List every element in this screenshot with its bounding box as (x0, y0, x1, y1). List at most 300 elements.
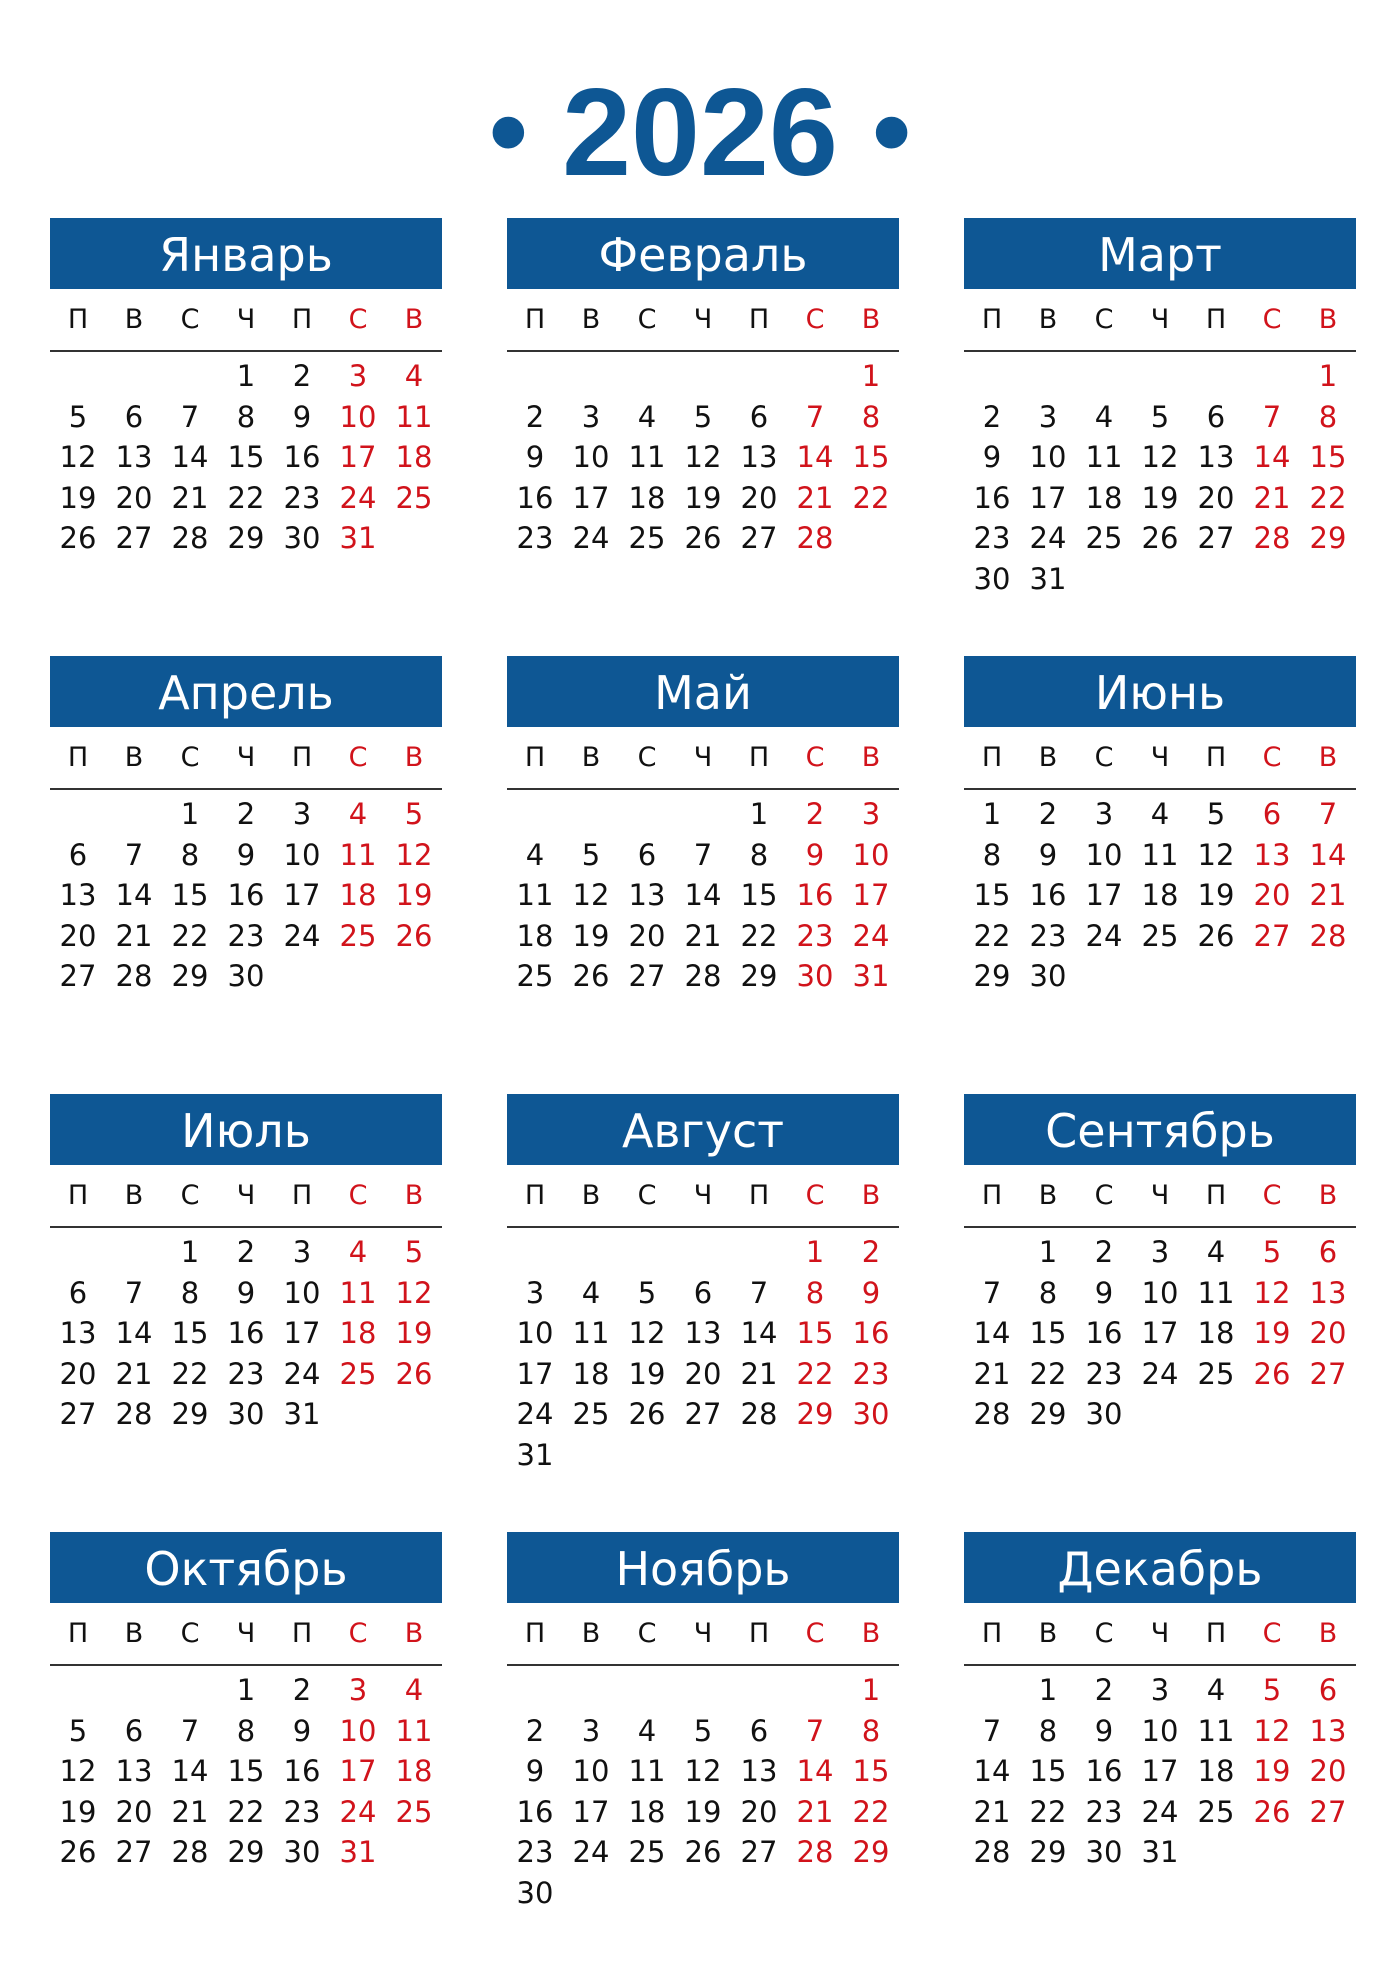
day-cell: 20 (1197, 480, 1235, 515)
day-cell: 25 (628, 521, 666, 555)
weekday-label: С (180, 1618, 200, 1649)
weekday-label: П (748, 304, 770, 335)
weekday-row (507, 1165, 899, 1228)
day-cell: 6 (124, 1713, 144, 1748)
day-cell: 15 (227, 1754, 265, 1788)
weekday-label: С (1262, 1618, 1282, 1649)
day-cell: 18 (339, 878, 377, 912)
day-cell: 26 (395, 918, 433, 953)
day-cell: 15 (171, 878, 209, 912)
day-cell: 17 (1029, 480, 1067, 515)
day-cell: 19 (628, 1356, 666, 1391)
day-cell: 10 (1141, 1275, 1179, 1310)
day-cell: 10 (852, 837, 890, 872)
weekday-label: П (981, 742, 1003, 773)
day-cell: 25 (395, 480, 433, 515)
day-cell: 13 (740, 440, 778, 474)
day-cell: 3 (292, 797, 312, 831)
weekday-label: Ч (693, 304, 713, 335)
day-cell: 22 (852, 480, 890, 515)
month-block (507, 218, 899, 559)
weekday-row (507, 1603, 899, 1666)
empty-cell (507, 356, 563, 397)
day-cell: 8 (982, 837, 1002, 872)
day-cell: 7 (982, 1713, 1002, 1748)
day-cell: 22 (1029, 1794, 1067, 1829)
day-cell: 25 (1141, 918, 1179, 953)
empty-cell (1132, 356, 1188, 397)
day-cell: 30 (227, 959, 265, 993)
day-cell: 21 (740, 1356, 778, 1391)
empty-cell (563, 1670, 619, 1711)
day-cell: 11 (628, 440, 666, 474)
day-cell: 13 (115, 440, 153, 474)
day-cell: 22 (852, 1794, 890, 1829)
weekday-label: П (748, 1618, 770, 1649)
day-cell: 13 (740, 1754, 778, 1788)
day-cell: 18 (516, 918, 554, 953)
day-cell: 16 (283, 440, 321, 474)
day-cell: 8 (861, 399, 881, 434)
day-cell: 18 (395, 1754, 433, 1788)
day-cell: 6 (637, 837, 657, 872)
day-cell: 27 (59, 959, 97, 993)
day-cell: 11 (1197, 1713, 1235, 1748)
days-grid (964, 790, 1356, 997)
day-cell: 15 (973, 878, 1011, 912)
day-cell: 26 (1141, 521, 1179, 555)
day-cell: 19 (395, 1316, 433, 1350)
day-cell: 9 (292, 1713, 312, 1748)
weekday-label: П (1205, 304, 1227, 335)
day-cell: 22 (1029, 1356, 1067, 1391)
day-cell: 25 (628, 1835, 666, 1869)
weekday-row (507, 289, 899, 352)
weekday-row (964, 1603, 1356, 1666)
weekday-label: В (1318, 1180, 1338, 1211)
day-cell: 6 (693, 1275, 713, 1310)
day-cell: 23 (283, 480, 321, 515)
weekday-label: В (861, 742, 881, 773)
day-cell: 4 (525, 837, 545, 872)
day-cell: 6 (1262, 797, 1282, 831)
day-cell: 6 (1318, 1673, 1338, 1707)
day-cell: 13 (684, 1316, 722, 1350)
day-cell: 23 (227, 1356, 265, 1391)
empty-cell (162, 356, 218, 397)
day-cell: 8 (236, 1713, 256, 1748)
month-block (50, 218, 442, 559)
day-cell: 1 (1318, 359, 1338, 393)
day-cell: 21 (796, 480, 834, 515)
day-cell: 23 (852, 1356, 890, 1391)
day-cell: 18 (1141, 878, 1179, 912)
day-cell: 12 (1253, 1275, 1291, 1310)
day-cell: 9 (982, 440, 1002, 474)
day-cell: 8 (861, 1713, 881, 1748)
day-cell: 20 (740, 480, 778, 515)
day-cell: 10 (516, 1316, 554, 1350)
weekday-label: С (348, 742, 368, 773)
day-cell: 16 (227, 1316, 265, 1350)
day-cell: 11 (1141, 837, 1179, 872)
weekday-label: В (861, 1618, 881, 1649)
day-cell: 19 (1141, 480, 1179, 515)
day-cell: 7 (1318, 797, 1338, 831)
day-cell: 13 (1309, 1713, 1347, 1748)
day-cell: 14 (171, 1754, 209, 1788)
day-cell: 1 (180, 797, 200, 831)
weekday-row (964, 727, 1356, 790)
day-cell: 14 (796, 1754, 834, 1788)
empty-cell (619, 1232, 675, 1273)
day-cell: 9 (805, 837, 825, 872)
day-cell: 12 (1141, 440, 1179, 474)
empty-cell (731, 1232, 787, 1273)
weekday-label: С (348, 304, 368, 335)
day-cell: 29 (227, 521, 265, 555)
day-cell: 19 (59, 480, 97, 515)
day-cell: 17 (1085, 878, 1123, 912)
day-cell: 9 (292, 399, 312, 434)
day-cell: 27 (1197, 521, 1235, 555)
weekday-label: С (1262, 304, 1282, 335)
day-cell: 20 (1309, 1316, 1347, 1350)
day-cell: 1 (749, 797, 769, 831)
day-cell: 1 (1038, 1673, 1058, 1707)
day-cell: 13 (59, 1316, 97, 1350)
empty-cell (731, 1670, 787, 1711)
day-cell: 5 (1150, 399, 1170, 434)
weekday-row (50, 727, 442, 790)
day-cell: 16 (1085, 1754, 1123, 1788)
weekday-label: С (1094, 742, 1114, 773)
day-cell: 24 (339, 480, 377, 515)
day-cell: 12 (59, 440, 97, 474)
day-cell: 20 (59, 1356, 97, 1391)
month-name: Октябрь (50, 1532, 442, 1603)
day-cell: 12 (1253, 1713, 1291, 1748)
day-cell: 1 (236, 359, 256, 393)
weekday-label: В (124, 742, 144, 773)
day-cell: 5 (581, 837, 601, 872)
day-cell: 8 (1038, 1713, 1058, 1748)
weekday-label: В (1318, 1618, 1338, 1649)
day-cell: 7 (805, 399, 825, 434)
empty-cell (106, 794, 162, 835)
day-cell: 22 (973, 918, 1011, 953)
empty-cell (731, 356, 787, 397)
day-cell: 16 (973, 480, 1011, 515)
day-cell: 7 (749, 1275, 769, 1310)
day-cell: 20 (628, 918, 666, 953)
day-cell: 13 (1309, 1275, 1347, 1310)
month-block (50, 1532, 442, 1873)
day-cell: 22 (796, 1356, 834, 1391)
weekday-label: В (581, 1618, 601, 1649)
day-cell: 3 (348, 359, 368, 393)
day-cell: 4 (1150, 797, 1170, 831)
empty-cell (1188, 356, 1244, 397)
day-cell: 29 (227, 1835, 265, 1869)
day-cell: 31 (339, 1835, 377, 1869)
day-cell: 16 (852, 1316, 890, 1350)
day-cell: 5 (404, 1235, 424, 1269)
day-cell: 26 (1253, 1794, 1291, 1829)
day-cell: 2 (861, 1235, 881, 1269)
day-cell: 6 (1318, 1235, 1338, 1269)
day-cell: 6 (68, 837, 88, 872)
weekday-row (507, 727, 899, 790)
day-cell: 9 (525, 440, 545, 474)
days-grid (507, 352, 899, 559)
day-cell: 18 (1085, 480, 1123, 515)
day-cell: 29 (796, 1397, 834, 1431)
day-cell: 19 (395, 878, 433, 912)
day-cell: 29 (740, 959, 778, 993)
day-cell: 13 (115, 1754, 153, 1788)
day-cell: 3 (1094, 797, 1114, 831)
day-cell: 17 (1141, 1754, 1179, 1788)
day-cell: 9 (1038, 837, 1058, 872)
weekday-label: П (67, 304, 89, 335)
day-cell: 14 (796, 440, 834, 474)
day-cell: 19 (572, 918, 610, 953)
empty-cell (619, 1670, 675, 1711)
day-cell: 27 (1253, 918, 1291, 953)
day-cell: 23 (283, 1794, 321, 1829)
day-cell: 7 (180, 1713, 200, 1748)
month-name: Сентябрь (964, 1094, 1356, 1165)
day-cell: 6 (124, 399, 144, 434)
day-cell: 18 (1197, 1754, 1235, 1788)
empty-cell (563, 1232, 619, 1273)
day-cell: 15 (852, 440, 890, 474)
day-cell: 8 (805, 1275, 825, 1310)
day-cell: 29 (171, 959, 209, 993)
day-cell: 22 (1309, 480, 1347, 515)
day-cell: 18 (628, 480, 666, 515)
day-cell: 27 (115, 1835, 153, 1869)
day-cell: 23 (796, 918, 834, 953)
day-cell: 4 (404, 1673, 424, 1707)
empty-cell (1076, 356, 1132, 397)
days-grid (964, 1228, 1356, 1435)
weekday-label: П (291, 1180, 313, 1211)
weekday-label: Ч (1150, 742, 1170, 773)
day-cell: 4 (1094, 399, 1114, 434)
day-cell: 2 (236, 797, 256, 831)
day-cell: 15 (1309, 440, 1347, 474)
day-cell: 24 (283, 1356, 321, 1391)
weekday-row (964, 289, 1356, 352)
empty-cell (675, 356, 731, 397)
day-cell: 22 (740, 918, 778, 953)
day-cell: 28 (684, 959, 722, 993)
weekday-label: В (1038, 1180, 1058, 1211)
day-cell: 3 (1150, 1673, 1170, 1707)
day-cell: 27 (1309, 1356, 1347, 1391)
day-cell: 7 (982, 1275, 1002, 1310)
day-cell: 26 (572, 959, 610, 993)
weekday-label: П (748, 1180, 770, 1211)
day-cell: 13 (1197, 440, 1235, 474)
day-cell: 15 (1029, 1316, 1067, 1350)
day-cell: 31 (516, 1437, 554, 1472)
day-cell: 1 (180, 1235, 200, 1269)
day-cell: 7 (124, 1275, 144, 1310)
weekday-label: В (404, 742, 424, 773)
day-cell: 28 (115, 959, 153, 993)
empty-cell (50, 356, 106, 397)
day-cell: 26 (1253, 1356, 1291, 1391)
month-block (964, 218, 1356, 599)
days-grid (50, 790, 442, 997)
day-cell: 17 (283, 1316, 321, 1350)
day-cell: 25 (339, 918, 377, 953)
weekday-label: П (748, 742, 770, 773)
day-cell: 2 (1094, 1235, 1114, 1269)
day-cell: 4 (1206, 1673, 1226, 1707)
day-cell: 14 (171, 440, 209, 474)
day-cell: 17 (339, 440, 377, 474)
weekday-label: П (1205, 1618, 1227, 1649)
month-block (964, 1094, 1356, 1435)
empty-cell (619, 794, 675, 835)
day-cell: 29 (973, 959, 1011, 993)
weekday-label: С (348, 1180, 368, 1211)
day-cell: 30 (973, 561, 1011, 596)
day-cell: 28 (973, 1835, 1011, 1869)
day-cell: 23 (516, 521, 554, 555)
weekday-label: П (981, 304, 1003, 335)
days-grid (50, 1228, 442, 1435)
month-name: Ноябрь (507, 1532, 899, 1603)
day-cell: 12 (395, 1275, 433, 1310)
day-cell: 26 (684, 1835, 722, 1869)
day-cell: 17 (572, 480, 610, 515)
day-cell: 28 (740, 1397, 778, 1431)
day-cell: 15 (852, 1754, 890, 1788)
day-cell: 4 (348, 1235, 368, 1269)
weekday-label: Ч (1150, 1180, 1170, 1211)
empty-cell (563, 356, 619, 397)
day-cell: 12 (59, 1754, 97, 1788)
day-cell: 24 (283, 918, 321, 953)
day-cell: 2 (1038, 797, 1058, 831)
day-cell: 18 (572, 1356, 610, 1391)
month-name: Июль (50, 1094, 442, 1165)
day-cell: 6 (749, 399, 769, 434)
weekday-label: Ч (1150, 304, 1170, 335)
day-cell: 9 (236, 1275, 256, 1310)
empty-cell (787, 356, 843, 397)
days-grid (50, 1666, 442, 1873)
day-cell: 13 (59, 878, 97, 912)
empty-cell (1244, 356, 1300, 397)
day-cell: 15 (1029, 1754, 1067, 1788)
day-cell: 2 (525, 399, 545, 434)
day-cell: 2 (525, 1713, 545, 1748)
day-cell: 25 (572, 1397, 610, 1431)
empty-cell (106, 1232, 162, 1273)
day-cell: 17 (852, 878, 890, 912)
day-cell: 19 (1253, 1316, 1291, 1350)
day-cell: 11 (628, 1754, 666, 1788)
day-cell: 7 (180, 399, 200, 434)
day-cell: 26 (684, 521, 722, 555)
day-cell: 30 (1085, 1835, 1123, 1869)
day-cell: 27 (59, 1397, 97, 1431)
day-cell: 1 (861, 359, 881, 393)
day-cell: 3 (348, 1673, 368, 1707)
bullet-left-icon: • (489, 70, 528, 193)
days-grid (507, 1666, 899, 1913)
day-cell: 5 (404, 797, 424, 831)
day-cell: 25 (339, 1356, 377, 1391)
days-grid (50, 352, 442, 559)
weekday-label: П (1205, 742, 1227, 773)
day-cell: 24 (516, 1397, 554, 1431)
day-cell: 27 (115, 521, 153, 555)
day-cell: 21 (171, 1794, 209, 1829)
day-cell: 9 (236, 837, 256, 872)
empty-cell (507, 1670, 563, 1711)
weekday-label: Ч (236, 742, 256, 773)
day-cell: 18 (339, 1316, 377, 1350)
empty-cell (50, 1232, 106, 1273)
day-cell: 14 (115, 878, 153, 912)
day-cell: 17 (1141, 1316, 1179, 1350)
day-cell: 24 (572, 1835, 610, 1869)
day-cell: 7 (124, 837, 144, 872)
bullet-right-icon: • (872, 70, 911, 193)
day-cell: 7 (1262, 399, 1282, 434)
day-cell: 10 (1141, 1713, 1179, 1748)
day-cell: 11 (395, 399, 433, 434)
day-cell: 20 (1309, 1754, 1347, 1788)
day-cell: 24 (852, 918, 890, 953)
empty-cell (507, 794, 563, 835)
day-cell: 17 (339, 1754, 377, 1788)
weekday-label: С (637, 1618, 657, 1649)
day-cell: 2 (982, 399, 1002, 434)
day-cell: 14 (973, 1316, 1011, 1350)
day-cell: 5 (693, 399, 713, 434)
weekday-label: В (861, 304, 881, 335)
day-cell: 11 (339, 837, 377, 872)
day-cell: 10 (572, 1754, 610, 1788)
day-cell: 10 (339, 399, 377, 434)
day-cell: 5 (1262, 1235, 1282, 1269)
empty-cell (162, 1670, 218, 1711)
weekday-label: С (637, 742, 657, 773)
day-cell: 28 (796, 1835, 834, 1869)
day-cell: 21 (115, 1356, 153, 1391)
weekday-label: В (1038, 742, 1058, 773)
day-cell: 1 (982, 797, 1002, 831)
day-cell: 10 (572, 440, 610, 474)
weekday-label: С (1262, 1180, 1282, 1211)
day-cell: 6 (749, 1713, 769, 1748)
weekday-label: П (524, 304, 546, 335)
day-cell: 17 (572, 1794, 610, 1829)
day-cell: 25 (1197, 1794, 1235, 1829)
day-cell: 6 (68, 1275, 88, 1310)
weekday-row (50, 1603, 442, 1666)
day-cell: 30 (1029, 959, 1067, 993)
day-cell: 10 (1085, 837, 1123, 872)
